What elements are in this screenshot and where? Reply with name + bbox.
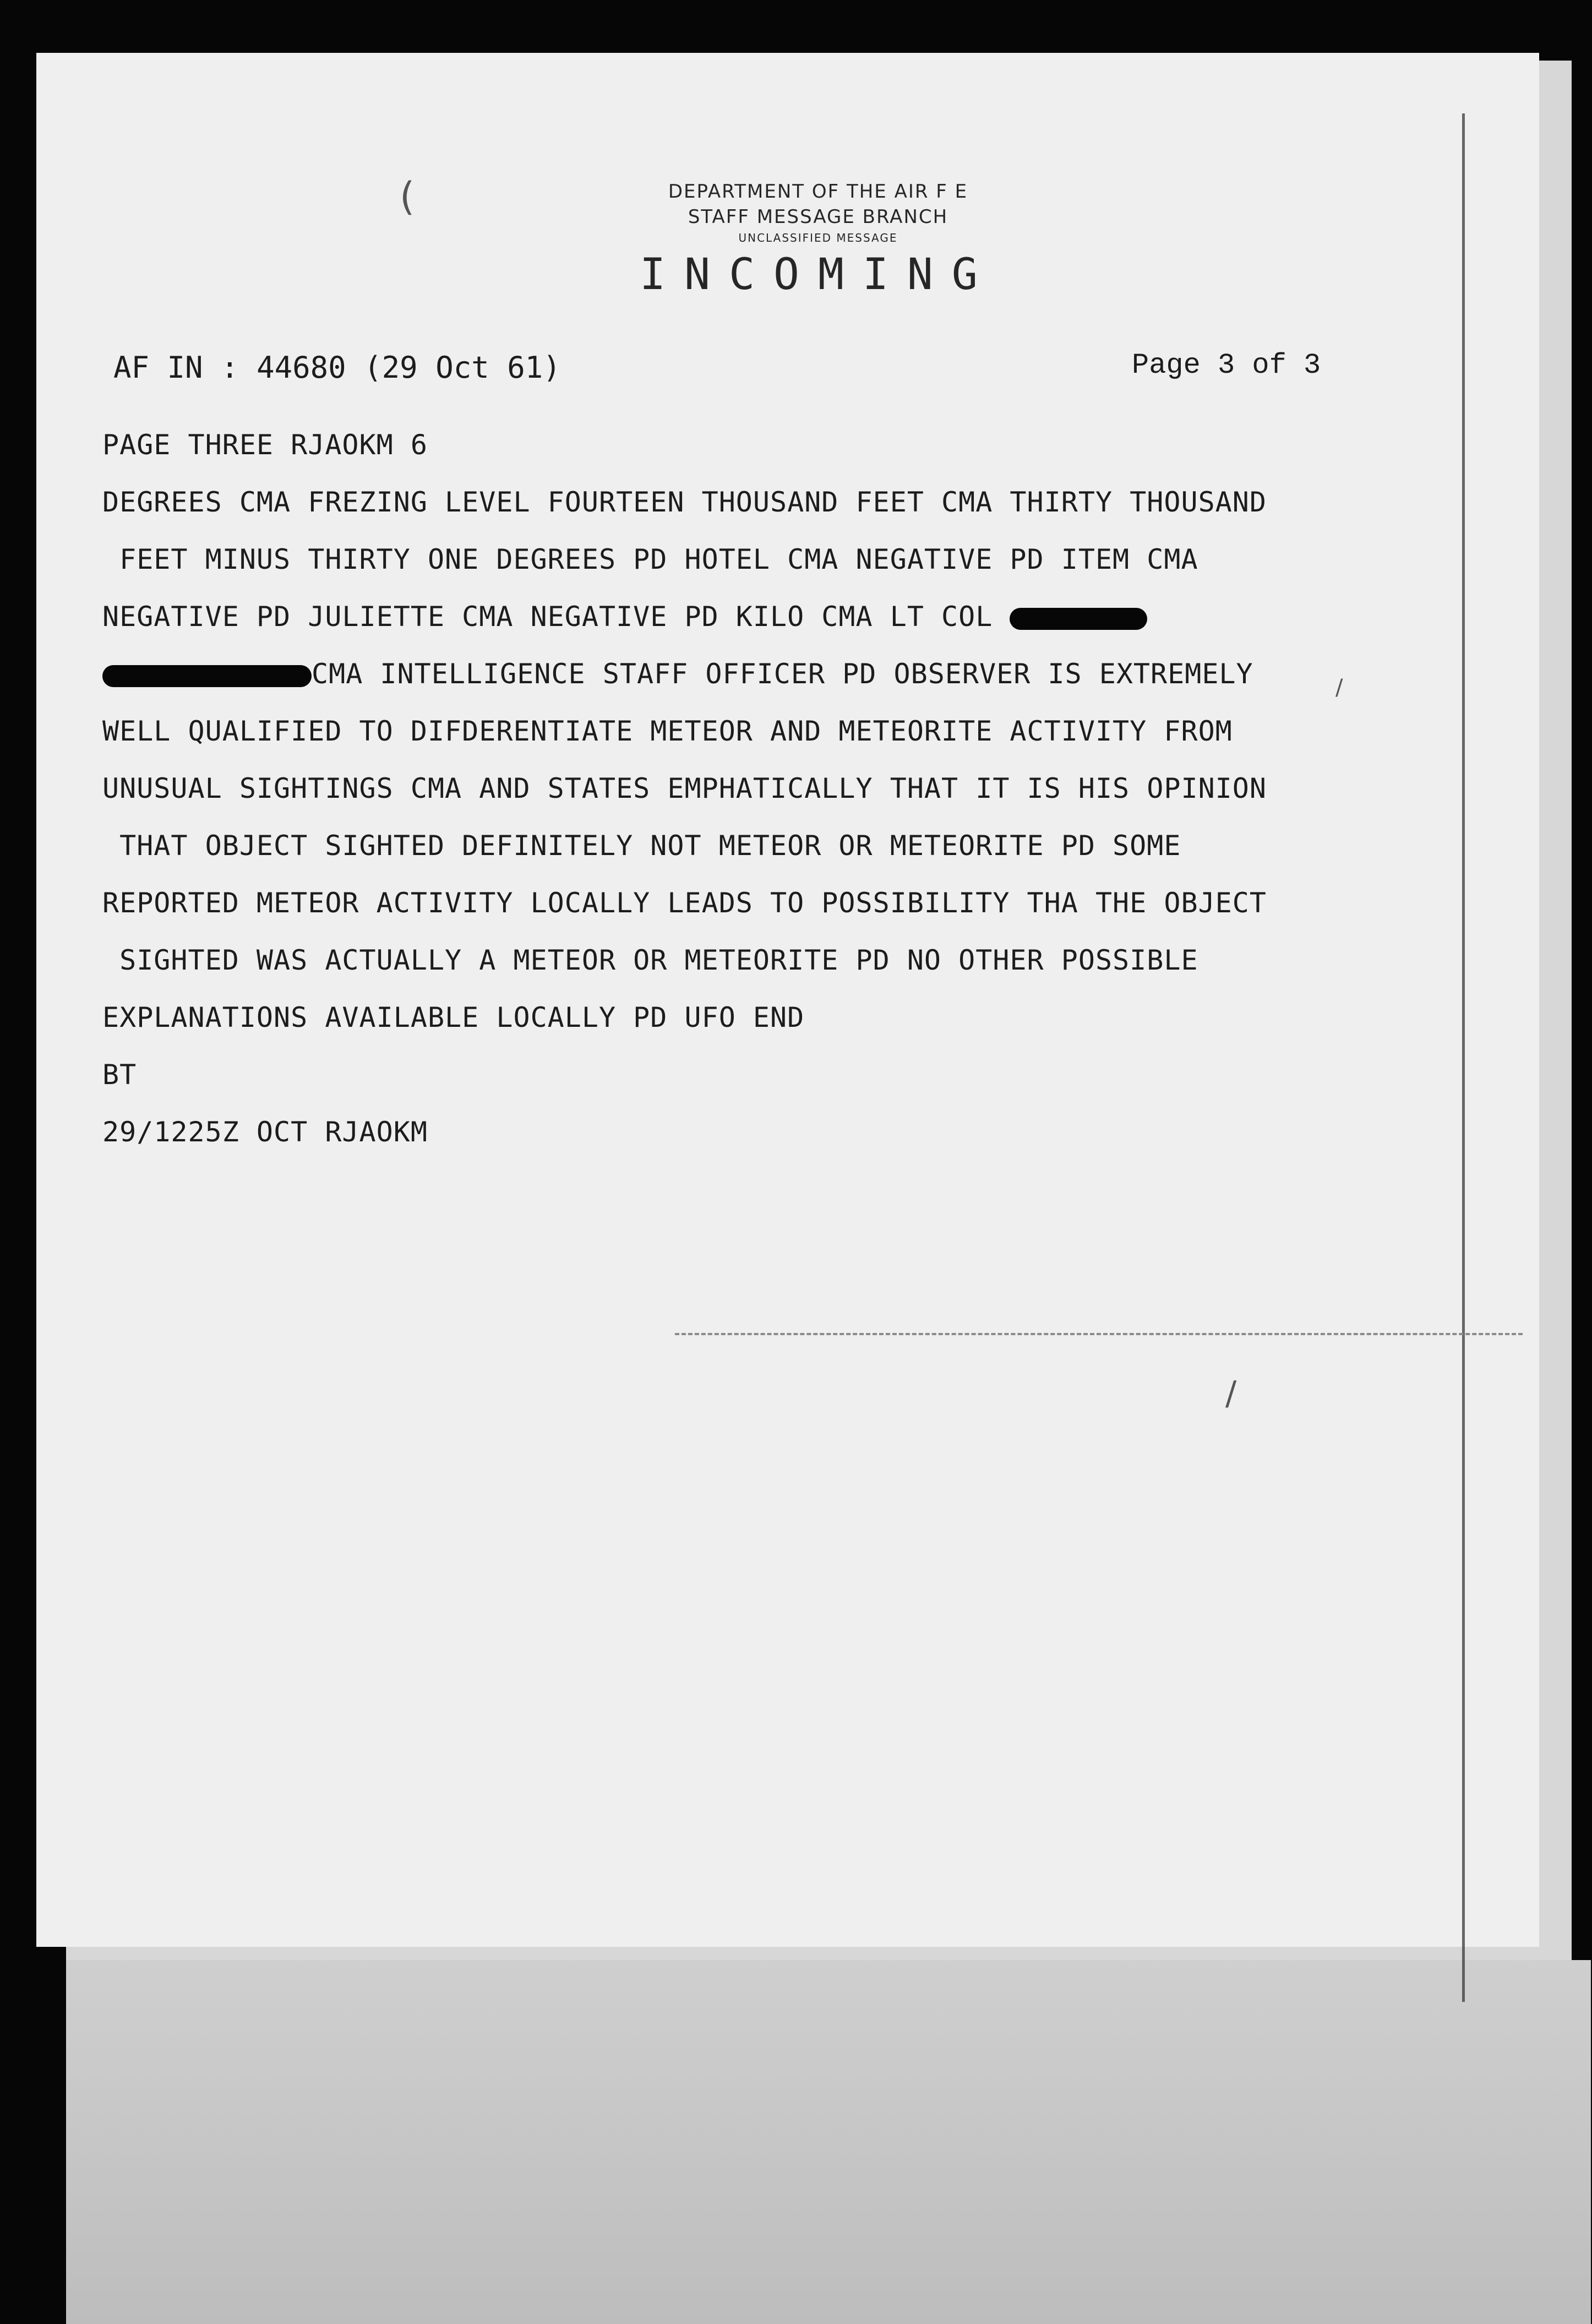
message-body bbox=[102, 416, 1424, 1161]
stray-mark: / bbox=[1225, 1374, 1237, 1413]
body-line: 29/1225Z OCT RJAOKM bbox=[102, 1116, 428, 1148]
body-line: PAGE THREE RJAOKM 6 bbox=[102, 429, 428, 461]
stray-mark: / bbox=[1335, 675, 1343, 700]
body-line: DEGREES CMA FREZING LEVEL FOURTEEN THOUSAND FEET CMA THIRTY THOUSAND bbox=[102, 486, 1267, 518]
body-line: BT bbox=[102, 1059, 137, 1091]
perforation-line bbox=[675, 1333, 1523, 1335]
body-line: SIGHTED WAS ACTUALLY A METEOR OR METEORITE PD NO OTHER POSSIBLE bbox=[102, 944, 1198, 976]
message-header bbox=[587, 181, 1049, 300]
message-direction: INCOMING bbox=[640, 250, 996, 300]
redaction-mark bbox=[1010, 608, 1147, 630]
classification-label: UNCLASSIFIED MESSAGE bbox=[738, 231, 898, 244]
branch-name: STAFF MESSAGE BRANCH bbox=[688, 206, 948, 228]
body-line bbox=[102, 645, 1424, 703]
redaction-mark bbox=[102, 665, 312, 687]
body-line: FEET MINUS THIRTY ONE DEGREES PD HOTEL CMA NEGATIVE PD ITEM CMA bbox=[102, 543, 1198, 575]
body-line bbox=[102, 588, 1424, 645]
backing-lower-area bbox=[66, 1960, 1591, 2324]
af-in-reference: AF IN : 44680 (29 Oct 61) bbox=[113, 350, 561, 385]
page-fold-line bbox=[1462, 113, 1465, 2002]
body-line: UNUSUAL SIGHTINGS CMA AND STATES EMPHATICALLY THAT IT IS HIS OPINION bbox=[102, 772, 1267, 804]
body-line: EXPLANATIONS AVAILABLE LOCALLY PD UFO END bbox=[102, 1002, 805, 1033]
message-page bbox=[36, 53, 1539, 1947]
body-line-text: CMA INTELLIGENCE STAFF OFFICER PD OBSERVER IS EXTREMELY bbox=[312, 658, 1253, 690]
stray-mark: ( bbox=[400, 174, 415, 219]
department-name: DEPARTMENT OF THE AIR F E bbox=[668, 181, 968, 203]
body-line: WELL QUALIFIED TO DIFDERENTIATE METEOR AND METEORITE ACTIVITY FROM bbox=[102, 715, 1233, 747]
page-number: Page 3 of 3 bbox=[1132, 349, 1321, 382]
body-line: REPORTED METEOR ACTIVITY LOCALLY LEADS TO POSSIBILITY THA THE OBJECT bbox=[102, 887, 1267, 919]
body-line-text: NEGATIVE PD JULIETTE CMA NEGATIVE PD KILO CMA LT COL bbox=[102, 601, 1010, 633]
body-line: THAT OBJECT SIGHTED DEFINITELY NOT METEOR OR METEORITE PD SOME bbox=[102, 830, 1181, 862]
